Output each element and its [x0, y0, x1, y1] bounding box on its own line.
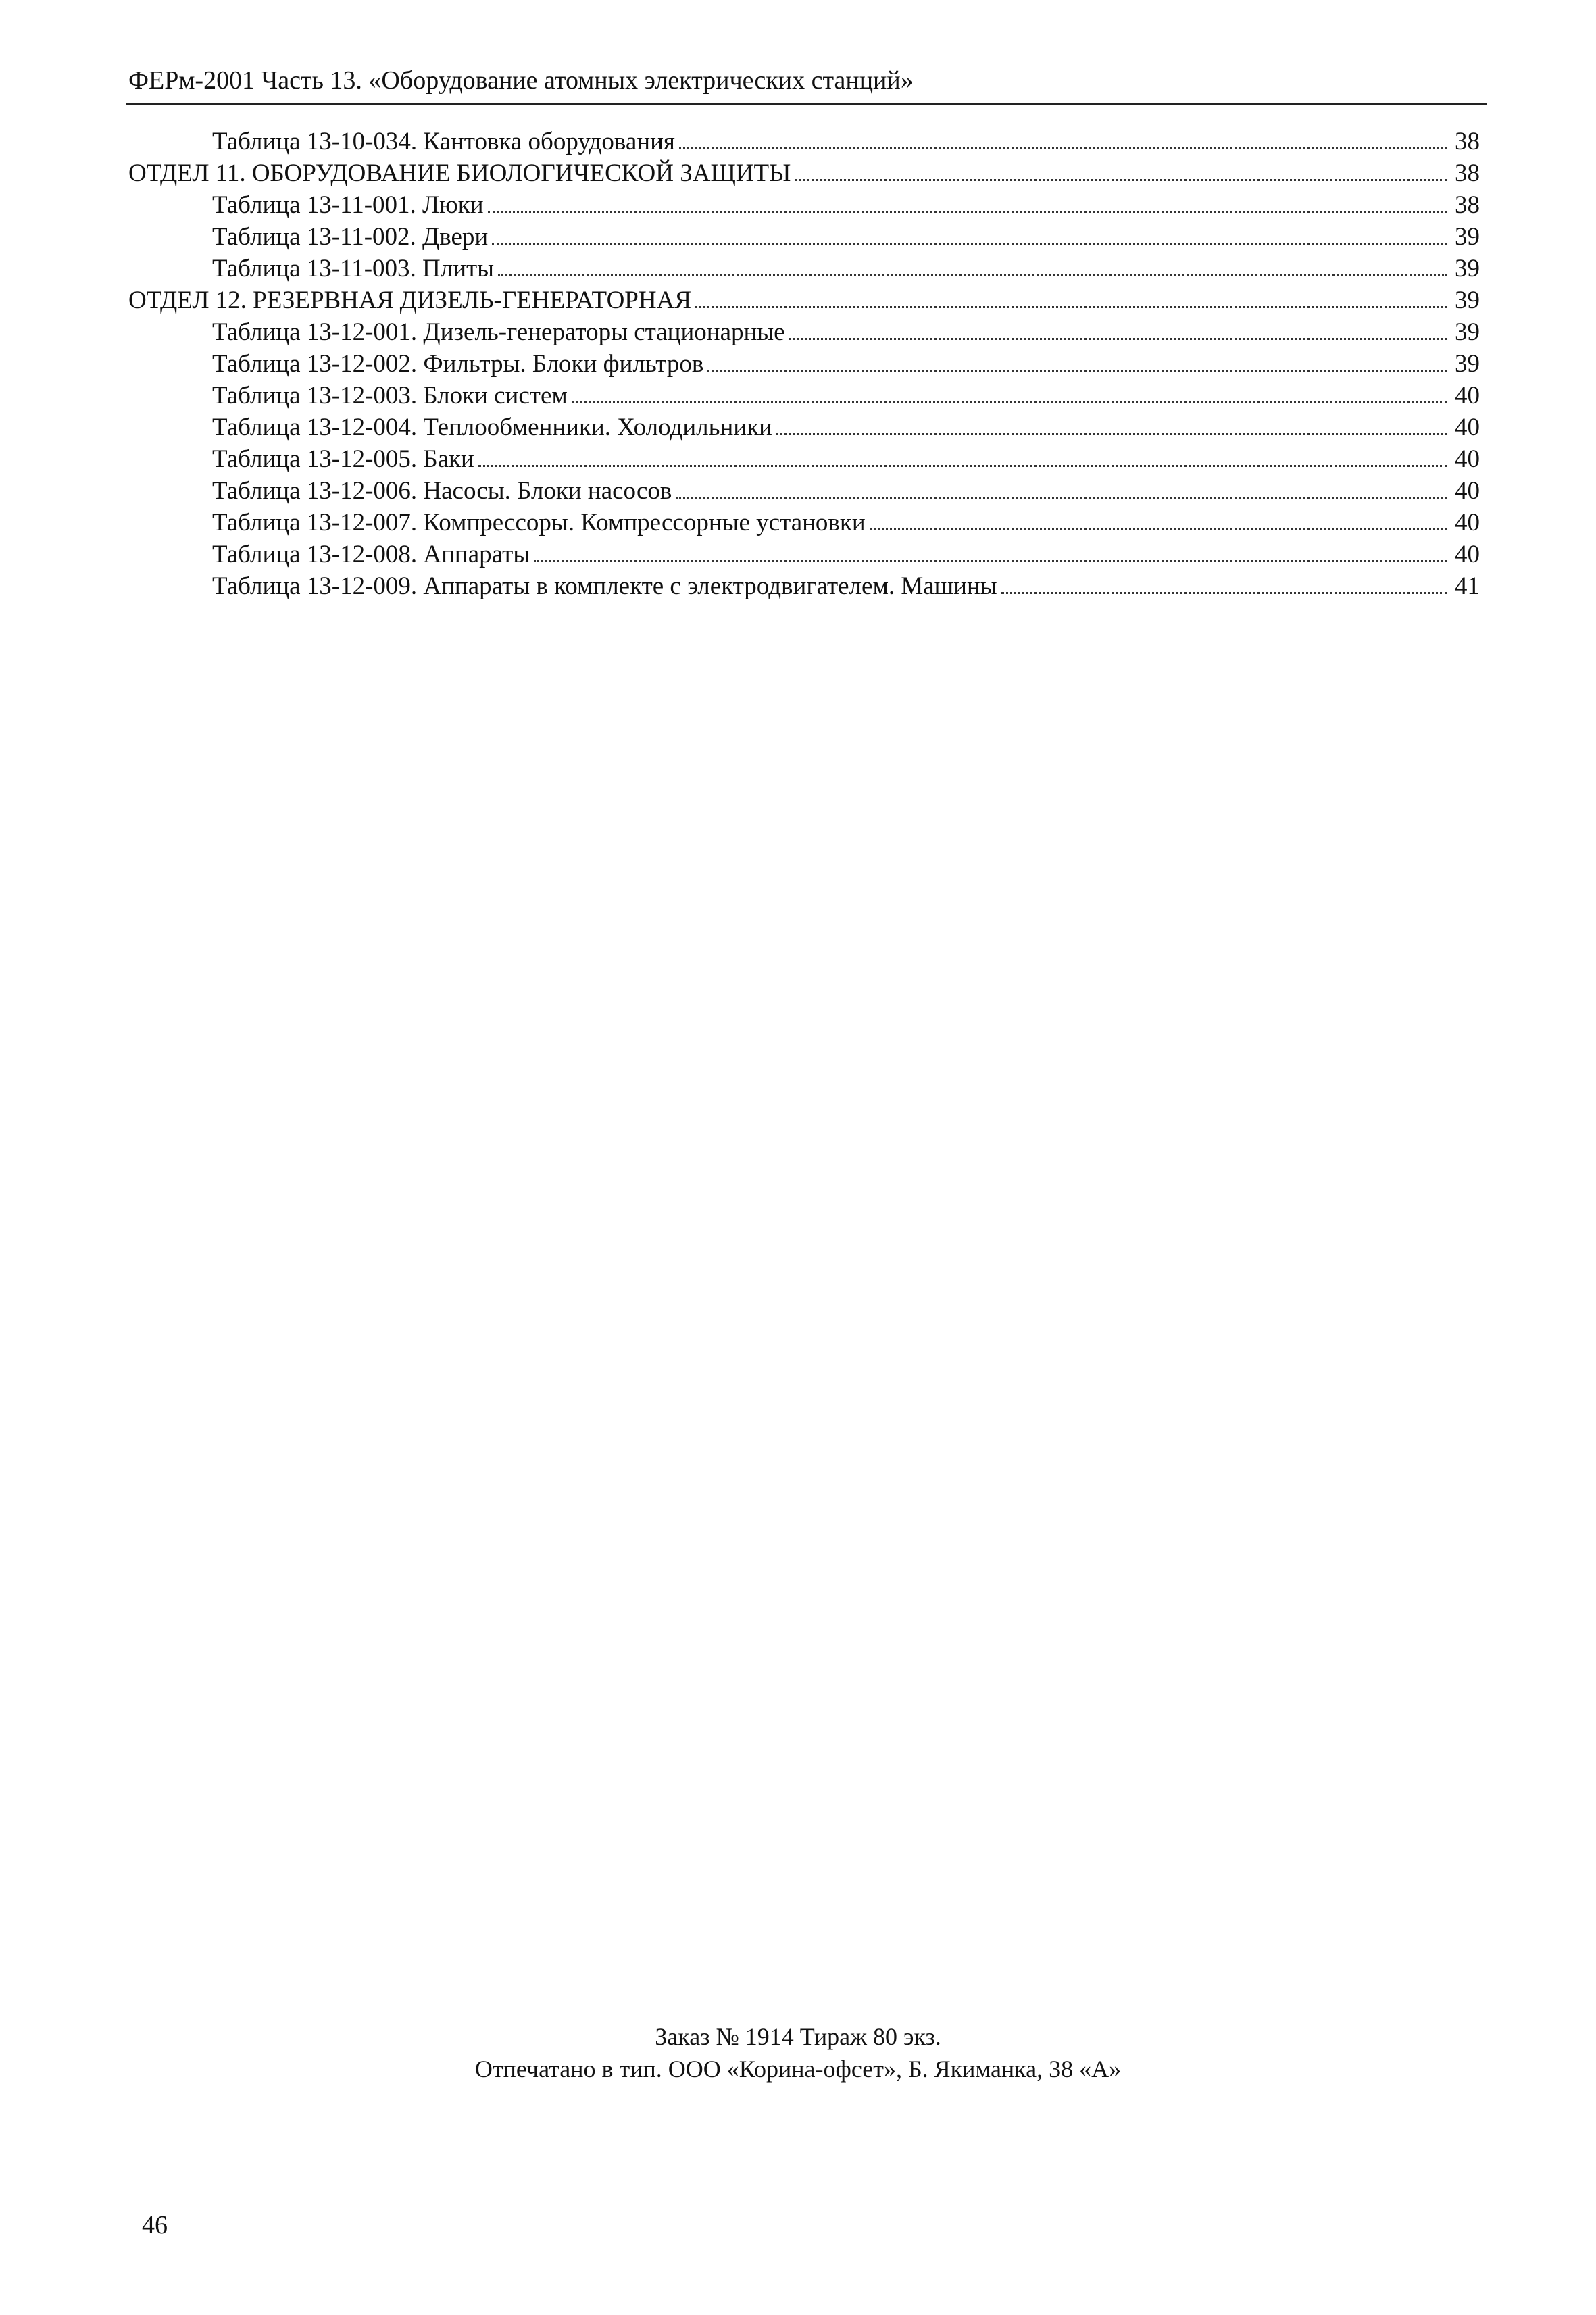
toc-entry-title: Таблица 13-12-004. Теплообменники. Холодильники: [212, 414, 772, 441]
toc-entry[interactable]: [128, 475, 1480, 507]
dot-leader: [695, 306, 1447, 308]
dot-leader: [534, 560, 1447, 562]
header-rule: [126, 103, 1487, 105]
toc-entry[interactable]: [128, 316, 1480, 348]
toc-entry-title: Таблица 13-12-008. Аппараты: [212, 541, 530, 568]
running-header: ФЕРм-2001 Часть 13. «Оборудование атомных электрических станций»: [128, 66, 914, 95]
toc-entry-title: Таблица 13-12-002. Фильтры. Блоки фильтров: [212, 350, 704, 378]
toc-entry[interactable]: [128, 221, 1480, 253]
toc-entry-title: Таблица 13-12-001. Дизель-генераторы стационарные: [212, 318, 785, 346]
toc-entry-page: 38: [1455, 191, 1480, 219]
toc-entry-page: 39: [1455, 350, 1480, 378]
toc-entry[interactable]: [128, 189, 1480, 221]
dot-leader: [492, 243, 1447, 245]
order-info-line: Заказ № 1914 Тираж 80 экз.: [655, 2023, 941, 2050]
toc-entry[interactable]: [128, 412, 1480, 443]
dot-leader: [679, 147, 1447, 149]
dot-leader: [795, 179, 1447, 181]
dot-leader: [776, 433, 1447, 435]
toc-entry[interactable]: [128, 380, 1480, 412]
toc-entry-title: ОТДЕЛ 12. РЕЗЕРВНАЯ ДИЗЕЛЬ-ГЕНЕРАТОРНАЯ: [128, 287, 692, 314]
dot-leader: [572, 401, 1447, 403]
toc-entry-title: Таблица 13-11-003. Плиты: [212, 255, 495, 282]
dot-leader: [478, 465, 1447, 467]
toc-entry-page: 38: [1455, 159, 1480, 187]
dot-leader: [870, 528, 1447, 530]
toc-entry-title: Таблица 13-11-001. Люки: [212, 191, 484, 219]
toc-entry-page: 40: [1455, 382, 1480, 409]
dot-leader: [1001, 592, 1447, 594]
toc-entry-title: Таблица 13-12-007. Компрессоры. Компрессорные установки: [212, 509, 866, 537]
print-imprint: [0, 2020, 1596, 2085]
toc-entry-page: 41: [1455, 572, 1480, 600]
toc-entry-title: Таблица 13-12-003. Блоки систем: [212, 382, 568, 409]
toc-entry-page: 40: [1455, 509, 1480, 537]
dot-leader: [488, 211, 1447, 213]
toc-entry-page: 39: [1455, 255, 1480, 282]
page-number: 46: [142, 2211, 168, 2239]
toc-entry[interactable]: [128, 253, 1480, 284]
toc-entry-page: 39: [1455, 223, 1480, 251]
toc-entry-title: Таблица 13-10-034. Кантовка оборудования: [212, 128, 675, 155]
toc-entry-title: Таблица 13-12-006. Насосы. Блоки насосов: [212, 477, 672, 505]
printer-info-line: Отпечатано в тип. ООО «Корина-офсет», Б. Якиманка, 38 «А»: [474, 2056, 1122, 2083]
toc-entry-title: ОТДЕЛ 11. ОБОРУДОВАНИЕ БИОЛОГИЧЕСКОЙ ЗАЩИТЫ: [128, 159, 791, 187]
dot-leader: [789, 338, 1447, 340]
toc-entry-page: 40: [1455, 445, 1480, 473]
toc-entry[interactable]: [128, 348, 1480, 380]
toc-entry-page: 39: [1455, 287, 1480, 314]
dot-leader: [676, 497, 1447, 499]
toc-entry-title: Таблица 13-11-002. Двери: [212, 223, 489, 251]
toc-entry-title: Таблица 13-12-009. Аппараты в комплекте с электродвигателем. Машины: [212, 572, 997, 600]
toc-entry[interactable]: [128, 126, 1480, 157]
toc-entry-page: 38: [1455, 128, 1480, 155]
toc-section-entry[interactable]: [128, 284, 1480, 316]
toc-entry-page: 40: [1455, 477, 1480, 505]
toc-entry-page: 40: [1455, 541, 1480, 568]
toc-entry[interactable]: [128, 539, 1480, 570]
table-of-contents: [128, 126, 1480, 602]
dot-leader: [498, 274, 1447, 276]
toc-entry-title: Таблица 13-12-005. Баки: [212, 445, 474, 473]
toc-entry[interactable]: [128, 507, 1480, 539]
toc-entry-page: 40: [1455, 414, 1480, 441]
toc-section-entry[interactable]: [128, 157, 1480, 189]
toc-entry-page: 39: [1455, 318, 1480, 346]
toc-entry[interactable]: [128, 443, 1480, 475]
dot-leader: [707, 370, 1447, 372]
toc-entry[interactable]: [128, 570, 1480, 602]
